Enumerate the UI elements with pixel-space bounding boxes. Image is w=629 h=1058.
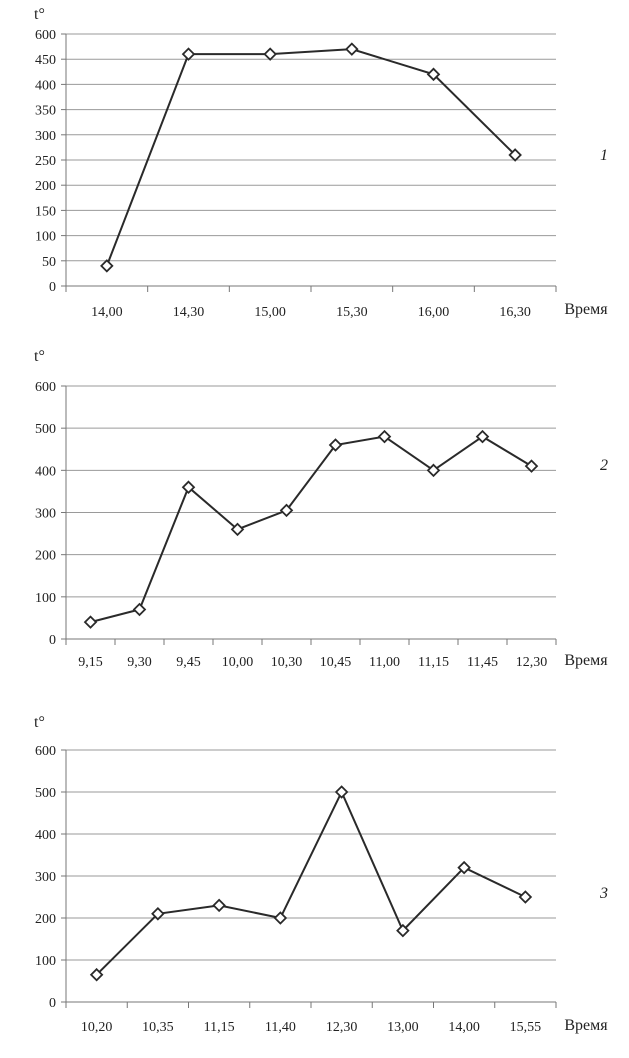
y-tick-label: 400 xyxy=(35,464,56,480)
y-tick-label: 500 xyxy=(35,786,56,801)
x-tick-label: 11,45 xyxy=(467,655,498,670)
y-tick-label: 200 xyxy=(35,548,56,564)
y-tick-label: 400 xyxy=(35,78,56,94)
chart-panel-2 xyxy=(34,348,608,670)
x-tick-label: 15,55 xyxy=(509,1020,542,1035)
x-tick-label: 10,45 xyxy=(319,655,352,670)
data-point-marker xyxy=(214,900,225,911)
y-tick-label: 350 xyxy=(35,103,56,119)
y-tick-label: 50 xyxy=(42,254,56,270)
y-tick-label: 150 xyxy=(35,204,56,220)
x-tick-label: 9,45 xyxy=(176,655,201,670)
x-tick-label: 10,30 xyxy=(270,655,303,670)
x-tick-label: 12,30 xyxy=(515,655,548,670)
x-tick-label: 11,40 xyxy=(264,1020,296,1035)
y-tick-label: 300 xyxy=(35,128,56,144)
x-tick-label: 14,00 xyxy=(91,305,123,320)
x-tick-label: 12,30 xyxy=(325,1020,358,1035)
x-axis-title: Время xyxy=(564,1017,608,1034)
x-tick-label: 10,35 xyxy=(142,1020,174,1035)
chart-panel-3 xyxy=(34,714,608,1035)
x-tick-label: 14,00 xyxy=(448,1020,480,1035)
panel-label: 2 xyxy=(600,457,608,474)
y-tick-label: 200 xyxy=(35,912,56,927)
series-line xyxy=(97,792,526,975)
x-tick-label: 11,15 xyxy=(203,1020,235,1035)
y-tick-label: 0 xyxy=(49,996,56,1011)
panel-label: 3 xyxy=(600,885,608,902)
y-tick-label: 100 xyxy=(35,590,56,606)
x-tick-label: 14,30 xyxy=(172,305,205,320)
y-axis-title: t° xyxy=(34,714,45,731)
y-tick-label: 300 xyxy=(35,506,56,522)
data-point-marker xyxy=(183,49,194,60)
data-point-marker xyxy=(336,787,347,798)
y-tick-label: 500 xyxy=(35,422,56,438)
data-point-marker xyxy=(101,260,112,271)
x-tick-label: 11,00 xyxy=(369,655,400,670)
y-tick-label: 100 xyxy=(35,229,56,245)
series-line xyxy=(107,49,515,266)
data-point-marker xyxy=(275,913,286,924)
data-point-marker xyxy=(265,49,276,60)
x-tick-label: 11,15 xyxy=(418,655,449,670)
y-tick-label: 400 xyxy=(35,828,56,843)
x-axis-title: Время xyxy=(564,652,608,669)
data-point-marker xyxy=(346,44,357,55)
y-tick-label: 300 xyxy=(35,870,56,885)
x-axis-title: Время xyxy=(564,301,608,318)
y-tick-label: 0 xyxy=(49,633,56,648)
x-tick-label: 9,30 xyxy=(127,655,152,670)
x-tick-label: 15,00 xyxy=(254,305,286,320)
chart-panel-1 xyxy=(34,6,608,320)
y-tick-label: 100 xyxy=(35,954,56,969)
x-tick-label: 15,30 xyxy=(336,305,368,320)
x-tick-label: 9,15 xyxy=(78,655,103,670)
data-point-marker xyxy=(85,617,96,628)
panel-label: 1 xyxy=(600,147,608,164)
y-tick-label: 250 xyxy=(35,154,56,169)
y-tick-label: 0 xyxy=(49,280,56,295)
y-tick-label: 600 xyxy=(35,380,56,395)
y-axis-title: t° xyxy=(34,6,45,23)
data-point-marker xyxy=(520,892,531,903)
y-tick-label: 200 xyxy=(35,179,56,195)
x-tick-label: 10,00 xyxy=(221,655,254,670)
y-tick-label: 600 xyxy=(35,744,56,759)
data-point-marker xyxy=(134,604,145,615)
y-tick-label: 450 xyxy=(35,53,56,69)
x-tick-label: 13,00 xyxy=(387,1020,419,1035)
x-tick-label: 16,30 xyxy=(499,305,531,320)
y-tick-label: 600 xyxy=(35,28,56,43)
series-line xyxy=(91,437,532,623)
x-tick-label: 16,00 xyxy=(417,305,450,320)
y-axis-title: t° xyxy=(34,348,45,365)
x-tick-label: 10,20 xyxy=(80,1020,113,1035)
